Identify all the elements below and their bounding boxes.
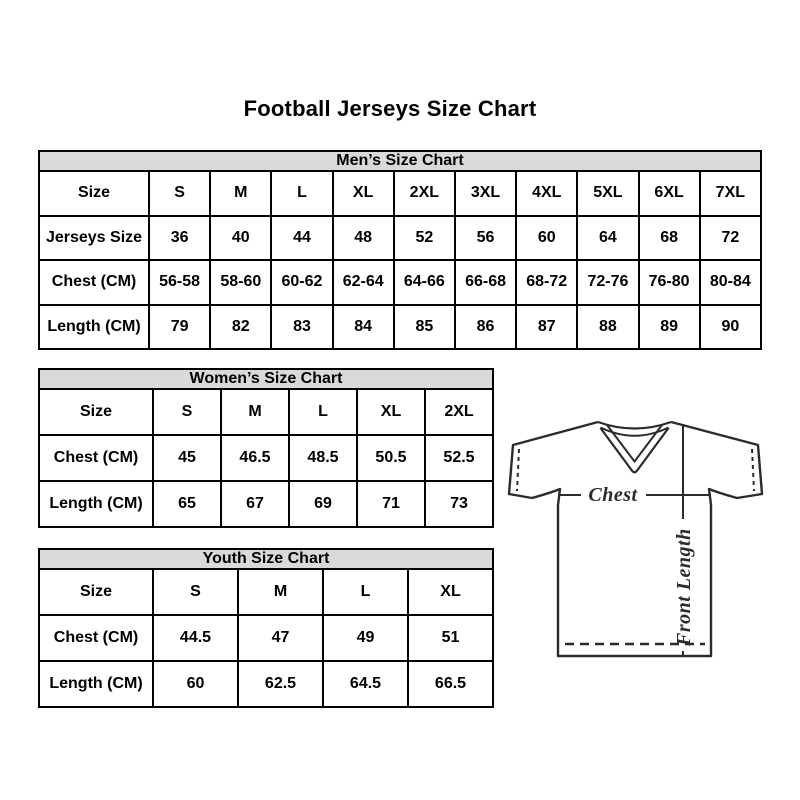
chest-label: Chest: [588, 484, 638, 506]
jersey-diagram-svg: [503, 413, 769, 665]
table-cell: 67: [221, 481, 289, 527]
table-cell: 88: [577, 305, 638, 350]
table-cell: 71: [357, 481, 425, 527]
table-cell: 5XL: [577, 171, 638, 216]
table-row: [39, 389, 493, 435]
table-row: [39, 260, 761, 305]
table-cell: 68-72: [516, 260, 577, 305]
table-cell: L: [323, 569, 408, 615]
table-cell: 72-76: [577, 260, 638, 305]
table-cell: 48.5: [289, 435, 357, 481]
mens-table-body: [39, 171, 761, 349]
table-cell: 50.5: [357, 435, 425, 481]
youth-table-body: [39, 569, 493, 707]
table-cell: 47: [238, 615, 323, 661]
table-cell: 52.5: [425, 435, 493, 481]
table-cell: M: [221, 389, 289, 435]
table-cell: 7XL: [700, 171, 761, 216]
table-row: [39, 435, 493, 481]
table-cell: 90: [700, 305, 761, 350]
row-label: Jerseys Size: [39, 216, 149, 261]
table-cell: 40: [210, 216, 271, 261]
table-row: [39, 615, 493, 661]
table-cell: 60: [153, 661, 238, 707]
table-cell: 58-60: [210, 260, 271, 305]
youth-table-title: Youth Size Chart: [39, 549, 493, 569]
womens-table-title: Women’s Size Chart: [39, 369, 493, 389]
table-cell: 84: [333, 305, 394, 350]
page-title: Football Jerseys Size Chart: [243, 96, 537, 121]
row-label: Length (CM): [39, 661, 153, 707]
table-cell: 4XL: [516, 171, 577, 216]
front-length-label: Front Length: [673, 528, 695, 646]
table-cell: 56: [455, 216, 516, 261]
womens-size-table: [38, 368, 494, 528]
table-cell: 52: [394, 216, 455, 261]
table-cell: S: [153, 569, 238, 615]
table-cell: 85: [394, 305, 455, 350]
table-cell: 69: [289, 481, 357, 527]
table-title-row: [39, 151, 761, 171]
table-cell: 48: [333, 216, 394, 261]
table-cell: 51: [408, 615, 493, 661]
table-cell: 82: [210, 305, 271, 350]
table-cell: XL: [357, 389, 425, 435]
table-cell: 64: [577, 216, 638, 261]
table-cell: 44: [271, 216, 332, 261]
table-cell: 89: [639, 305, 700, 350]
table-cell: 79: [149, 305, 210, 350]
row-label: Size: [39, 389, 153, 435]
table-cell: 80-84: [700, 260, 761, 305]
table-cell: 86: [455, 305, 516, 350]
table-row: [39, 661, 493, 707]
table-cell: M: [210, 171, 271, 216]
table-cell: L: [289, 389, 357, 435]
youth-size-table: [38, 548, 494, 708]
table-title-row: [39, 369, 493, 389]
table-cell: 45: [153, 435, 221, 481]
table-cell: 62-64: [333, 260, 394, 305]
table-cell: 66-68: [455, 260, 516, 305]
table-row: [39, 216, 761, 261]
table-cell: 87: [516, 305, 577, 350]
row-label: Chest (CM): [39, 435, 153, 481]
table-cell: M: [238, 569, 323, 615]
table-cell: 46.5: [221, 435, 289, 481]
table-cell: 62.5: [238, 661, 323, 707]
table-cell: 64-66: [394, 260, 455, 305]
mens-size-table: [38, 150, 762, 350]
row-label: Chest (CM): [39, 260, 149, 305]
table-row: [39, 481, 493, 527]
table-cell: 36: [149, 216, 210, 261]
row-label: Chest (CM): [39, 615, 153, 661]
table-cell: 3XL: [455, 171, 516, 216]
table-cell: 56-58: [149, 260, 210, 305]
table-cell: 76-80: [639, 260, 700, 305]
table-cell: 60: [516, 216, 577, 261]
jersey-outline-shape: [509, 422, 762, 656]
table-title-row: [39, 549, 493, 569]
table-cell: 6XL: [639, 171, 700, 216]
table-row: [39, 569, 493, 615]
table-row: [39, 171, 761, 216]
table-row: [39, 305, 761, 350]
jersey-measurement-diagram: [503, 413, 769, 665]
table-cell: 2XL: [425, 389, 493, 435]
table-cell: XL: [408, 569, 493, 615]
table-cell: 83: [271, 305, 332, 350]
row-label: Size: [39, 171, 149, 216]
mens-table-title: Men’s Size Chart: [39, 151, 761, 171]
row-label: Length (CM): [39, 481, 153, 527]
table-cell: 72: [700, 216, 761, 261]
table-cell: S: [149, 171, 210, 216]
table-cell: 64.5: [323, 661, 408, 707]
table-cell: 60-62: [271, 260, 332, 305]
table-cell: 68: [639, 216, 700, 261]
womens-table-body: [39, 389, 493, 527]
row-label: Length (CM): [39, 305, 149, 350]
table-cell: S: [153, 389, 221, 435]
table-cell: 2XL: [394, 171, 455, 216]
table-cell: 44.5: [153, 615, 238, 661]
table-cell: 65: [153, 481, 221, 527]
table-cell: L: [271, 171, 332, 216]
table-cell: 73: [425, 481, 493, 527]
table-cell: 66.5: [408, 661, 493, 707]
table-cell: XL: [333, 171, 394, 216]
table-cell: 49: [323, 615, 408, 661]
row-label: Size: [39, 569, 153, 615]
